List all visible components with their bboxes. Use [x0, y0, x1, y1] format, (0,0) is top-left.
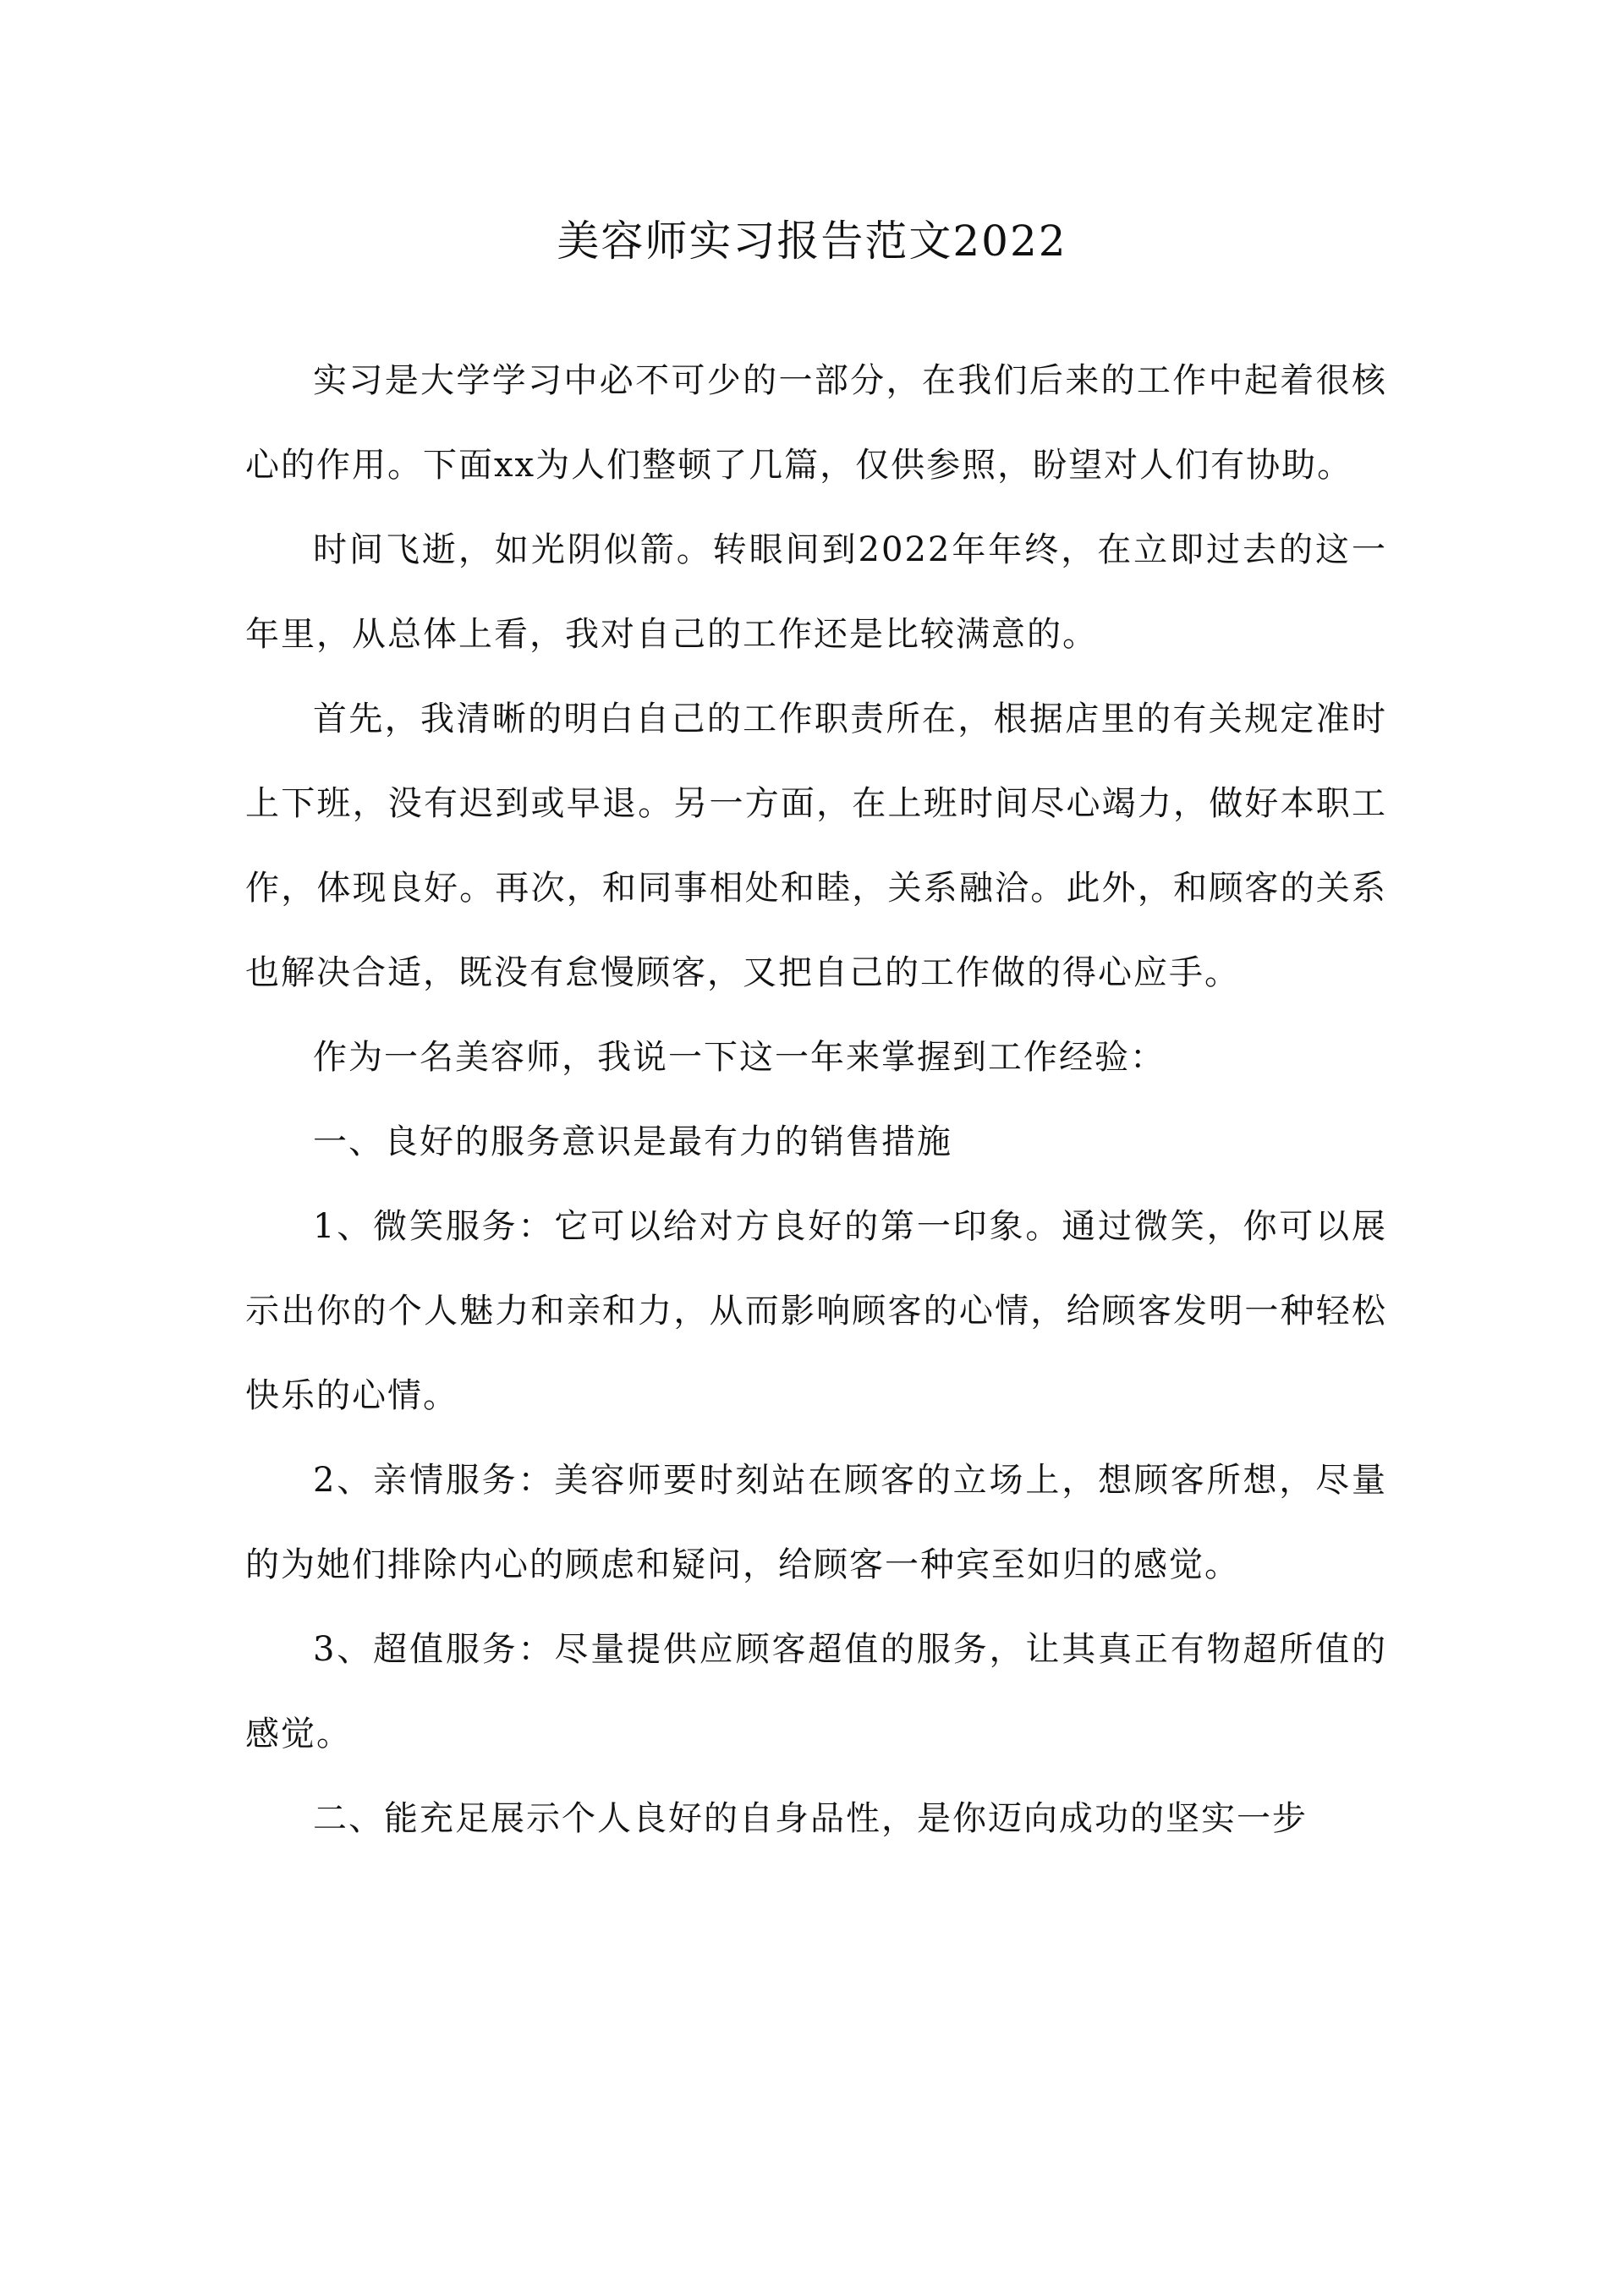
- paragraph-time: 时间飞逝，如光阴似箭。转眼间到2022年年终，在立即过去的这一年里，从总体上看，我对自己的工作还是比较满意的。: [245, 530, 1387, 654]
- paragraph-experience: 作为一名美容师，我说一下这一年来掌握到工作经验：: [313, 1038, 1166, 1077]
- paragraph-intro: 实习是大学学习中必不可少的一部分，在我们后来的工作中起着很核心的作用。下面xx为人们整顿了几篇，仅供参照，盼望对人们有协助。: [245, 361, 1387, 485]
- paragraph-item-1: 1、微笑服务：它可以给对方良好的第一印象。通过微笑，你可以展示出你的个人魅力和亲和力，从而影响顾客的心情，给顾客发明一种轻松快乐的心情。: [245, 1207, 1387, 1415]
- heading-section-1: 一、良好的服务意识是最有力的销售措施: [313, 1122, 952, 1161]
- paragraph-item-2: 2、亲情服务：美容师要时刻站在顾客的立场上，想顾客所想，尽量的为她们排除内心的顾虑和疑问，给顾客一种宾至如归的感觉。: [245, 1461, 1387, 1584]
- document-body: [245, 338, 1387, 1861]
- document-title: 美容师实习报告范文2022: [557, 217, 1067, 266]
- heading-section-2: 二、能充足展示个人良好的自身品性，是你迈向成功的坚实一步: [313, 1799, 1308, 1838]
- paragraph-first: 首先，我清晰的明白自己的工作职责所在，根据店里的有关规定准时上下班，没有迟到或早退。另一方面，在上班时间尽心竭力，做好本职工作，体现良好。再次，和同事相处和睦，关系融洽。此外，和顾客的关系也解决合适，既没有怠慢顾客，又把自己的工作做的得心应手。: [245, 700, 1387, 992]
- paragraph-item-3: 3、超值服务：尽量提供应顾客超值的服务，让其真正有物超所值的感觉。: [245, 1630, 1387, 1753]
